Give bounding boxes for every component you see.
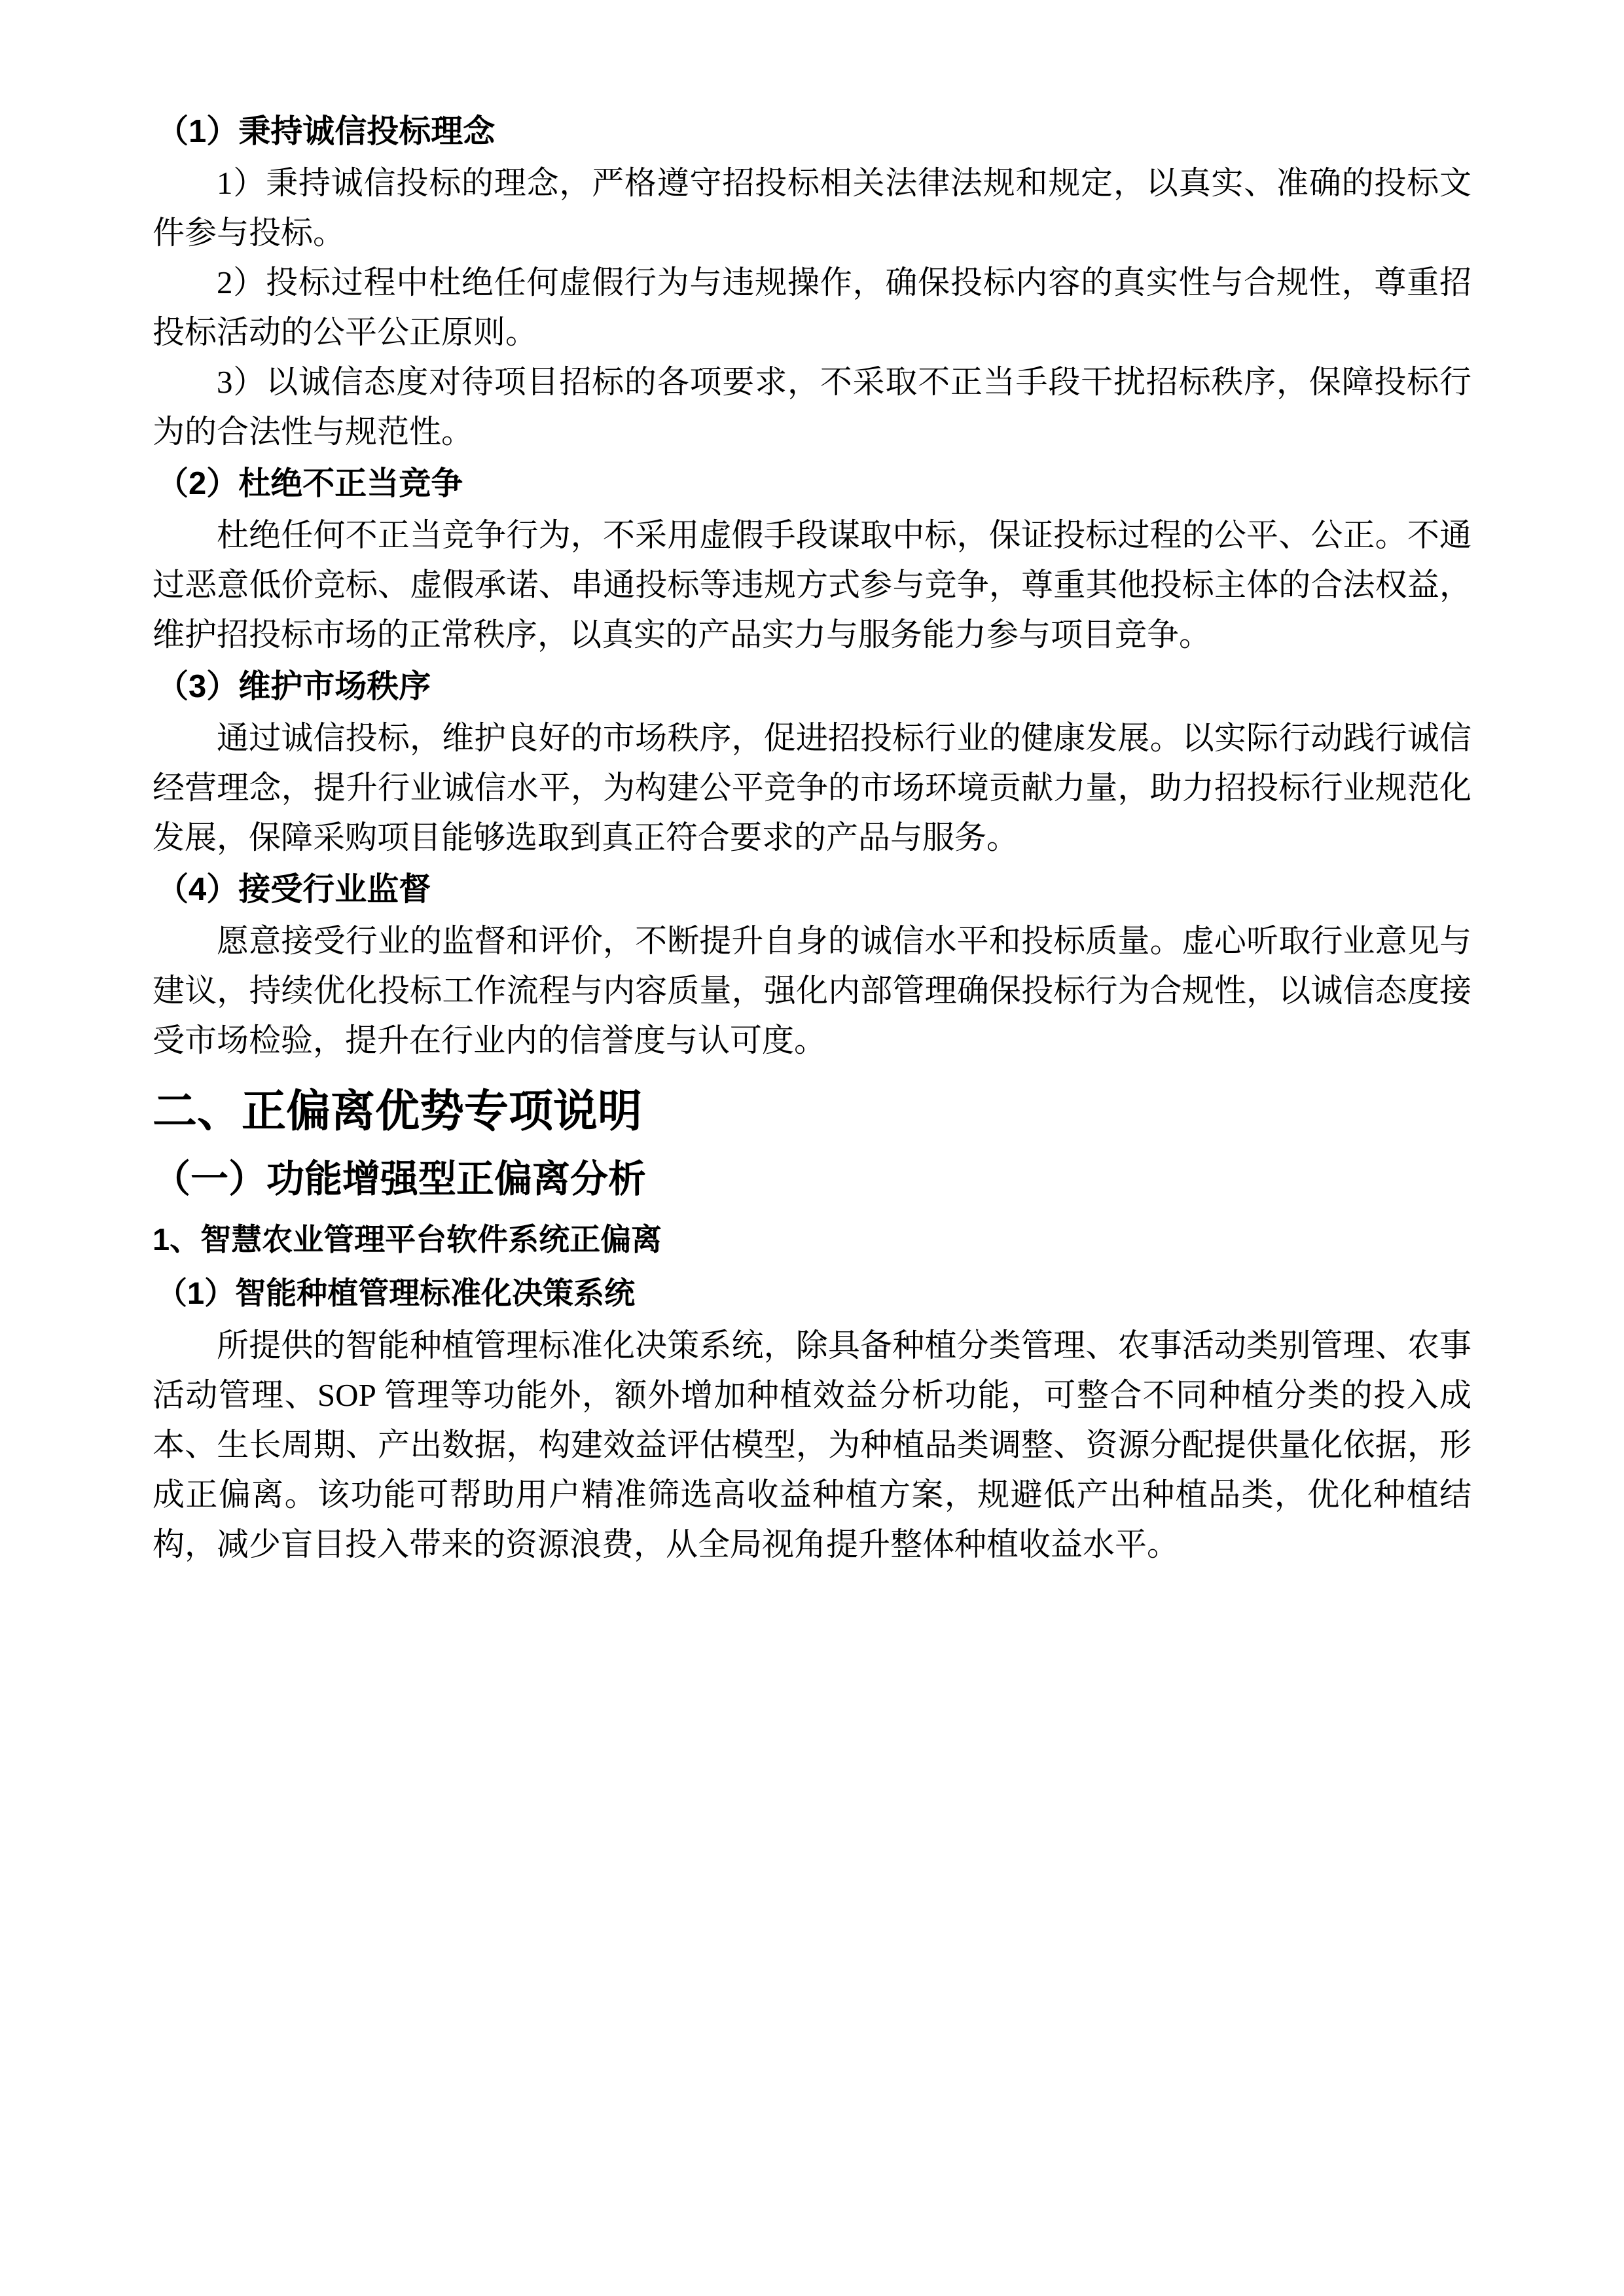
section-heading-no-unfair-competition: （2）杜绝不正当竞争 xyxy=(156,466,463,501)
section-heading-industry-supervision: （4）接受行业监督 xyxy=(156,872,431,907)
section-heading-integrity-concept: （1）秉持诚信投标理念 xyxy=(156,114,496,149)
body-paragraph: 3）以诚信态度对待项目招标的各项要求，不采取不正当手段干扰招标秩序，保障投标行为的合法性与规范性。 xyxy=(153,364,1471,450)
section-heading-market-order: （3）维护市场秩序 xyxy=(156,669,431,704)
body-paragraph: 1）秉持诚信投标的理念，严格遵守招投标相关法律法规和规定，以真实、准确的投标文件参与投标。 xyxy=(153,165,1471,251)
body-paragraph: 2）投标过程中杜绝任何虚假行为与违规操作，确保投标内容的真实性与合规性，尊重招投标活动的公平公正原则。 xyxy=(153,264,1471,350)
chapter-heading-positive-deviation: 二、正偏离优势专项说明 xyxy=(153,1086,643,1136)
numbered-heading-smart-agriculture-platform: 1、智慧农业管理平台软件系统正偏离 xyxy=(153,1222,662,1257)
body-paragraph: 愿意接受行业的监督和评价，不断提升自身的诚信水平和投标质量。虚心听取行业意见与建议，持续优化投标工作流程与内容质量，强化内部管理确保投标行为合规性，以诚信态度接受市场检验，提升在行业内的信誉度与认可度。 xyxy=(153,923,1471,1058)
item-heading-planting-decision-system: （1）智能种植管理标准化决策系统 xyxy=(156,1276,636,1310)
sub-chapter-heading-function-enhancement: （一）功能增强型正偏离分析 xyxy=(153,1158,647,1200)
body-paragraph: 通过诚信投标，维护良好的市场秩序，促进招投标行业的健康发展。以实际行动践行诚信经营理念，提升行业诚信水平，为构建公平竞争的市场环境贡献力量，助力招投标行业规范化发展，保障采购项目能够选取到真正符合要求的产品与服务。 xyxy=(153,720,1471,855)
body-paragraph: 所提供的智能种植管理标准化决策系统，除具备种植分类管理、农事活动类别管理、农事活动管理、SOP 管理等功能外，额外增加种植效益分析功能，可整合不同种植分类的投入成本、生长周期、产出数据，构建效益评估模型，为种植品类调整、资源分配提供量化依据，形成正偏离。该功能可帮助用户精准筛选高收益种植方案，规避低产出种植品类，优化种植结构，减少盲目投入带来的资源浪费，从全局视角提升整体种植收益水平。 xyxy=(153,1327,1471,1562)
body-paragraph: 杜绝任何不正当竞争行为，不采用虚假手段谋取中标，保证投标过程的公平、公正。不通过恶意低价竞标、虚假承诺、串通投标等违规方式参与竞争，尊重其他投标主体的合法权益，维护招投标市场的正常秩序，以真实的产品实力与服务能力参与项目竞争。 xyxy=(153,517,1471,653)
